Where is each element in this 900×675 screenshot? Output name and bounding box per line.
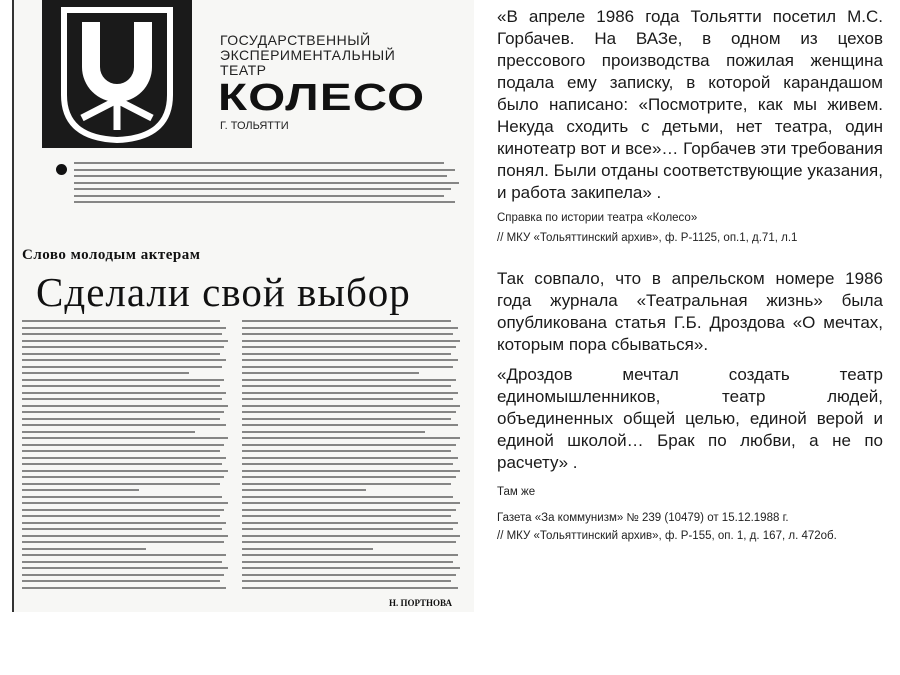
newspaper-text-line [22, 483, 220, 485]
newspaper-text-line [22, 522, 226, 524]
newspaper-text-line [22, 528, 222, 530]
newspaper-text-line [242, 320, 451, 322]
quote-gorbachev: «В апреле 1986 года Тольятти посетил М.С. Горбачев. На ВАЗе, в одном из цехов прессового производства пожилая женщина подала ему записку, в которой карандашом было написано: «Посмотрите, как мы живем. Некуда сходить с детьми, нет театра, один кинотеатр вот и все»… Горбачев эти требования понял. Были отданы соответствующие указания, и работа закипела» . [497, 7, 883, 202]
intro-text-block [74, 162, 459, 208]
newspaper-text-line [22, 580, 220, 582]
newspaper-text-line [242, 463, 453, 465]
newspaper-text-line [242, 496, 453, 498]
newspaper-text-line [242, 437, 460, 439]
bullet-icon [56, 164, 67, 175]
newspaper-text-line [242, 535, 460, 537]
newspaper-text-line [22, 320, 220, 322]
newspaper-text-line [22, 411, 224, 413]
newspaper-text-line [22, 379, 224, 381]
newspaper-text-line [242, 522, 458, 524]
kicker: Слово молодым актерам [22, 247, 201, 263]
newspaper-text-line [22, 509, 224, 511]
right-text-column [497, 6, 883, 544]
newspaper-text-line [242, 392, 458, 394]
newspaper-text-line [242, 359, 458, 361]
newspaper-text-line [22, 515, 220, 517]
newspaper-text-line [242, 528, 453, 530]
newspaper-clipping [12, 0, 474, 612]
newspaper-text-line [22, 333, 222, 335]
newspaper-text-line [22, 366, 222, 368]
newspaper-text-line [242, 398, 453, 400]
source-note: Справка по истории театра «Колесо» [497, 212, 698, 224]
newspaper-text-line [242, 424, 458, 426]
newspaper-text-line [242, 411, 456, 413]
newspaper-text-line [242, 450, 451, 452]
city: Г. ТОЛЬЯТТИ [220, 120, 289, 132]
newspaper-text-line [242, 444, 456, 446]
newspaper-text-line [242, 476, 456, 478]
newspaper-text-line [22, 574, 224, 576]
newspaper-text-line [22, 372, 189, 374]
newspaper-text-line [242, 379, 456, 381]
quote-drozdov: «Дроздов мечтал создать театр единомышленников, театр людей, объединенных общей целью, единой верой и единой школой… Брак по любви, а не по расчету» . [497, 365, 883, 472]
newspaper-text-line [242, 574, 456, 576]
byline: Н. ПОРТНОВА [388, 598, 452, 608]
source-note: // МКУ «Тольяттинский архив», ф. Р-1125, оп.1, д.71, л.1 [497, 232, 798, 244]
theatre-logo [42, 0, 192, 148]
paragraph-drozdov-article: Так совпало, что в апрельском номере 1986 года журнала «Театральная жизнь» была опубликована статья Г.Б. Дроздова «О мечтах, которым пора сбываться». [497, 269, 883, 354]
newspaper-text-line [74, 188, 451, 190]
newspaper-text-line [22, 340, 228, 342]
newspaper-text-line [242, 346, 456, 348]
newspaper-text-line [74, 201, 455, 203]
newspaper-text-line [74, 182, 459, 184]
newspaper-text-line [22, 444, 224, 446]
newspaper-text-line [242, 405, 460, 407]
newspaper-text-line [22, 450, 220, 452]
newspaper-text-line [22, 554, 226, 556]
newspaper-text-line [74, 162, 444, 164]
newspaper-text-line [22, 385, 220, 387]
newspaper-text-line [242, 418, 451, 420]
newspaper-text-line [242, 502, 460, 504]
newspaper-text-line [22, 457, 226, 459]
newspaper-text-line [242, 489, 366, 491]
article-column [242, 320, 460, 593]
newspaper-text-line [242, 561, 453, 563]
newspaper-text-line [22, 489, 139, 491]
headline: Сделали свой выбор [36, 269, 411, 315]
newspaper-text-line [22, 463, 222, 465]
newspaper-text-line [22, 496, 222, 498]
newspaper-text-line [242, 353, 451, 355]
newspaper-text-line [242, 372, 419, 374]
newspaper-text-line [242, 580, 451, 582]
source-note: Газета «За коммунизм» № 239 (10479) от 15.12.1988 г. [497, 512, 789, 524]
header-line: ГОСУДАРСТВЕННЫЙ [220, 32, 371, 48]
newspaper-text-line [22, 424, 226, 426]
newspaper-text-line [22, 353, 220, 355]
newspaper-text-line [22, 431, 195, 433]
newspaper-text-line [22, 405, 228, 407]
newspaper-text-line [22, 398, 222, 400]
newspaper-text-line [242, 515, 451, 517]
header-line: ТЕАТР [220, 62, 267, 78]
article-column [22, 320, 228, 593]
source-note: Там же [497, 486, 536, 498]
newspaper-text-line [242, 548, 373, 550]
newspaper-text-line [242, 587, 458, 589]
newspaper-text-line [242, 366, 453, 368]
newspaper-text-line [242, 340, 460, 342]
theatre-name: КОЛЕСО [218, 77, 426, 119]
newspaper-text-line [242, 567, 460, 569]
source-note: // МКУ «Тольяттинский архив», ф. Р-155, оп. 1, д. 167, л. 472об. [497, 530, 837, 542]
newspaper-text-line [242, 509, 456, 511]
newspaper-text-line [22, 392, 226, 394]
newspaper-text-line [22, 418, 220, 420]
header-line: ЭКСПЕРИМЕНТАЛЬНЫЙ [220, 47, 396, 63]
newspaper-text-line [242, 483, 451, 485]
newspaper-text-line [22, 587, 226, 589]
newspaper-text-line [242, 554, 458, 556]
newspaper-text-line [22, 567, 228, 569]
newspaper-text-line [22, 359, 226, 361]
newspaper-text-line [22, 437, 228, 439]
newspaper-text-line [242, 327, 458, 329]
newspaper-text-line [242, 541, 456, 543]
newspaper-text-line [242, 333, 453, 335]
newspaper-text-line [22, 535, 228, 537]
newspaper-text-line [74, 195, 444, 197]
newspaper-text-line [22, 327, 226, 329]
newspaper-text-line [22, 502, 228, 504]
newspaper-text-line [22, 541, 224, 543]
newspaper-text-line [242, 457, 458, 459]
newspaper-text-line [74, 169, 455, 171]
newspaper-text-line [242, 431, 425, 433]
newspaper-text-line [22, 548, 146, 550]
newspaper-text-line [22, 346, 224, 348]
newspaper-text-line [22, 561, 222, 563]
newspaper-text-line [22, 476, 224, 478]
newspaper-text-line [22, 470, 228, 472]
newspaper-text-line [242, 385, 451, 387]
newspaper-text-line [74, 175, 447, 177]
newspaper-text-line [242, 470, 460, 472]
